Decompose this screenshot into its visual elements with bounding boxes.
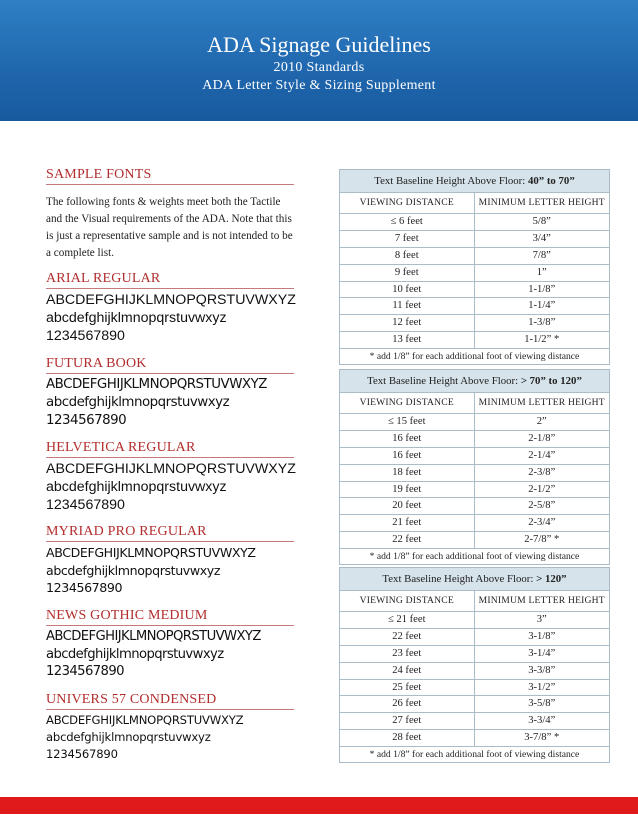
table-row (339, 282, 610, 299)
cell-height: 1-1/4” (528, 300, 556, 312)
page-title: ADA Signage Guidelines (207, 32, 431, 57)
table-footnote: * add 1/8” for each additional foot of viewing distance (339, 349, 610, 365)
cell-distance: 7 feet (340, 231, 475, 247)
page-subtitle-year: 2010 Standards (273, 60, 365, 75)
font-sample-futura (46, 356, 306, 430)
sample-fonts-section (46, 167, 296, 761)
font-sample-news-gothic (46, 608, 306, 681)
font-sample-lowercase: abcdefghijklmnopqrstuvwxyz (46, 562, 221, 578)
font-name: HELVETICA REGULAR (46, 440, 294, 458)
font-sample-digits: 1234567890 (46, 747, 118, 761)
table-footnote: * add 1/8” for each additional foot of viewing distance (339, 549, 610, 565)
page-subtitle: ADA Letter Style & Sizing Supplement (202, 78, 436, 93)
column-header-height: MINIMUM LETTER HEIGHT (478, 595, 605, 606)
cell-height: 5/8” (532, 216, 551, 227)
table-row (339, 515, 610, 532)
table-row (339, 498, 610, 515)
cell-height: 3-3/8” (528, 664, 556, 676)
table-row (339, 482, 610, 499)
cell-distance: 19 feet (340, 482, 475, 498)
font-sample-helvetica (46, 440, 306, 514)
cell-height: 2-7/8” * (524, 534, 560, 546)
cell-distance: 24 feet (340, 663, 475, 679)
table-row (339, 315, 610, 332)
table-column-headers (339, 591, 610, 612)
font-sample-lowercase: abcdefghijklmnopqrstuvwxyz (46, 646, 224, 662)
cell-distance: 25 feet (340, 680, 475, 696)
table-row (339, 248, 610, 265)
table-heading-label: Text Baseline Height Above Floor: (382, 573, 537, 585)
font-sample-lowercase: abcdefghijklmnopqrstuvwxyz (46, 310, 227, 326)
sample-fonts-intro: The following fonts & weights meet both the Tactile and the Visual requirements of the ADA. Note that this is just a representative sample and is not intended to be a complete list. (46, 196, 293, 259)
letter-height-table-over-120 (339, 567, 610, 763)
column-header-height: MINIMUM LETTER HEIGHT (478, 397, 605, 408)
footer-bar (0, 797, 638, 814)
cell-height: 3-1/2” (528, 681, 556, 693)
font-name: ARIAL REGULAR (46, 271, 294, 289)
cell-distance: 16 feet (340, 431, 475, 447)
letter-height-table-70-120 (339, 369, 610, 565)
font-name: FUTURA BOOK (46, 356, 294, 374)
cell-height: 1-1/2” * (524, 334, 560, 346)
cell-height: 1-3/8” (528, 317, 556, 329)
font-sample-univers (46, 692, 306, 763)
column-header-height: MINIMUM LETTER HEIGHT (478, 197, 605, 208)
font-sample-arial (46, 271, 306, 345)
cell-distance: 18 feet (340, 465, 475, 481)
cell-distance: 21 feet (340, 515, 475, 531)
table-row (339, 696, 610, 713)
cell-distance: 10 feet (340, 282, 475, 298)
cell-height: 3” (536, 614, 547, 625)
table-heading-range: > 120” (536, 573, 567, 585)
cell-height: 2-1/2” (528, 483, 556, 495)
table-row (339, 629, 610, 646)
font-sample-uppercase: ABCDEFGHIJKLMNOPQRSTUVWXYZ (46, 545, 256, 560)
table-row (339, 532, 610, 549)
table-heading-label: Text Baseline Height Above Floor: (367, 375, 521, 387)
cell-distance: ≤ 15 feet (340, 414, 475, 430)
cell-height: 1” (536, 266, 547, 278)
font-name: MYRIAD PRO REGULAR (46, 524, 294, 542)
cell-distance: 23 feet (340, 646, 475, 662)
cell-distance: 11 feet (340, 298, 475, 314)
font-name: NEWS GOTHIC MEDIUM (46, 608, 294, 626)
cell-distance: 12 feet (340, 315, 475, 331)
cell-height: 2” (536, 416, 547, 427)
table-row (339, 465, 610, 482)
table-row (339, 414, 610, 431)
table-footnote: * add 1/8” for each additional foot of viewing distance (339, 747, 610, 763)
cell-height: 3-3/4” (528, 715, 556, 727)
cell-height: 2-5/8” (528, 500, 556, 512)
column-header-distance: VIEWING DISTANCE (340, 591, 475, 611)
font-sample-digits: 1234567890 (46, 664, 124, 679)
table-heading-label: Text Baseline Height Above Floor: (374, 175, 528, 187)
cell-height: 3/4” (532, 232, 551, 244)
table-row (339, 265, 610, 282)
table-row (339, 680, 610, 697)
cell-height: 3-1/8” (528, 630, 556, 642)
table-row (339, 646, 610, 663)
cell-height: 2-3/4” (528, 517, 556, 529)
column-header-distance: VIEWING DISTANCE (340, 393, 475, 413)
cell-height: 7/8” (532, 249, 551, 261)
cell-distance: 26 feet (340, 696, 475, 712)
font-sample-digits: 1234567890 (46, 413, 127, 428)
cell-distance: 8 feet (340, 248, 475, 264)
table-column-headers (339, 193, 610, 214)
cell-height: 3-7/8” * (524, 732, 560, 744)
font-sample-digits: 1234567890 (46, 580, 123, 595)
table-row (339, 332, 610, 349)
font-sample-lowercase: abcdefghijklmnopqrstuvwxyz (46, 479, 227, 495)
font-sample-uppercase: ABCDEFGHIJKLMNOPQRSTUVWXYZ (46, 629, 261, 644)
font-name: UNIVERS 57 CONDENSED (46, 692, 294, 710)
font-sample-uppercase: ABCDEFGHIJKLMNOPQRSTUVWXYZ (46, 713, 244, 727)
font-sample-uppercase: ABCDEFGHIJKLMNOPQRSTUVWXYZ (46, 292, 296, 308)
table-heading-range: > 70” to 120” (520, 375, 582, 387)
cell-distance: 22 feet (340, 532, 475, 548)
cell-distance: 9 feet (340, 265, 475, 281)
font-sample-myriad (46, 524, 306, 597)
header-banner (0, 0, 638, 121)
cell-distance: 16 feet (340, 448, 475, 464)
cell-distance: 27 feet (340, 713, 475, 729)
table-heading (339, 567, 610, 591)
table-row (339, 448, 610, 465)
cell-height: 2-1/8” (528, 432, 556, 444)
cell-height: 2-3/8” (528, 466, 556, 478)
letter-height-table-40-70 (339, 169, 610, 365)
table-row (339, 298, 610, 315)
cell-distance: 22 feet (340, 629, 475, 645)
table-row (339, 612, 610, 629)
font-sample-uppercase: ABCDEFGHIJKLMNOPQRSTUVWXYZ (46, 377, 267, 392)
font-sample-uppercase: ABCDEFGHIJKLMNOPQRSTUVWXYZ (46, 461, 296, 477)
table-column-headers (339, 393, 610, 414)
cell-distance: ≤ 21 feet (340, 612, 475, 628)
sample-fonts-title: SAMPLE FONTS (46, 167, 294, 185)
table-row (339, 663, 610, 680)
cell-distance: 13 feet (340, 332, 475, 348)
table-row (339, 730, 610, 747)
table-row (339, 713, 610, 730)
cell-distance: 28 feet (340, 730, 475, 746)
font-sample-lowercase: abcdefghijklmnopqrstuvwxyz (46, 395, 230, 410)
cell-height: 3-1/4” (528, 647, 556, 659)
cell-height: 1-1/8” (528, 283, 556, 295)
font-sample-digits: 1234567890 (46, 328, 125, 344)
table-heading-range: 40” to 70” (527, 175, 575, 187)
table-row (339, 431, 610, 448)
table-heading (339, 169, 610, 193)
column-header-distance: VIEWING DISTANCE (340, 193, 475, 213)
font-sample-lowercase: abcdefghijklmnopqrstuvwxyz (46, 730, 211, 744)
cell-distance: ≤ 6 feet (340, 214, 475, 230)
table-row (339, 231, 610, 248)
cell-height: 2-1/4” (528, 449, 556, 461)
cell-distance: 20 feet (340, 498, 475, 514)
table-heading (339, 369, 610, 393)
font-sample-digits: 1234567890 (46, 497, 125, 513)
cell-height: 3-5/8” (528, 698, 556, 710)
table-row (339, 214, 610, 231)
